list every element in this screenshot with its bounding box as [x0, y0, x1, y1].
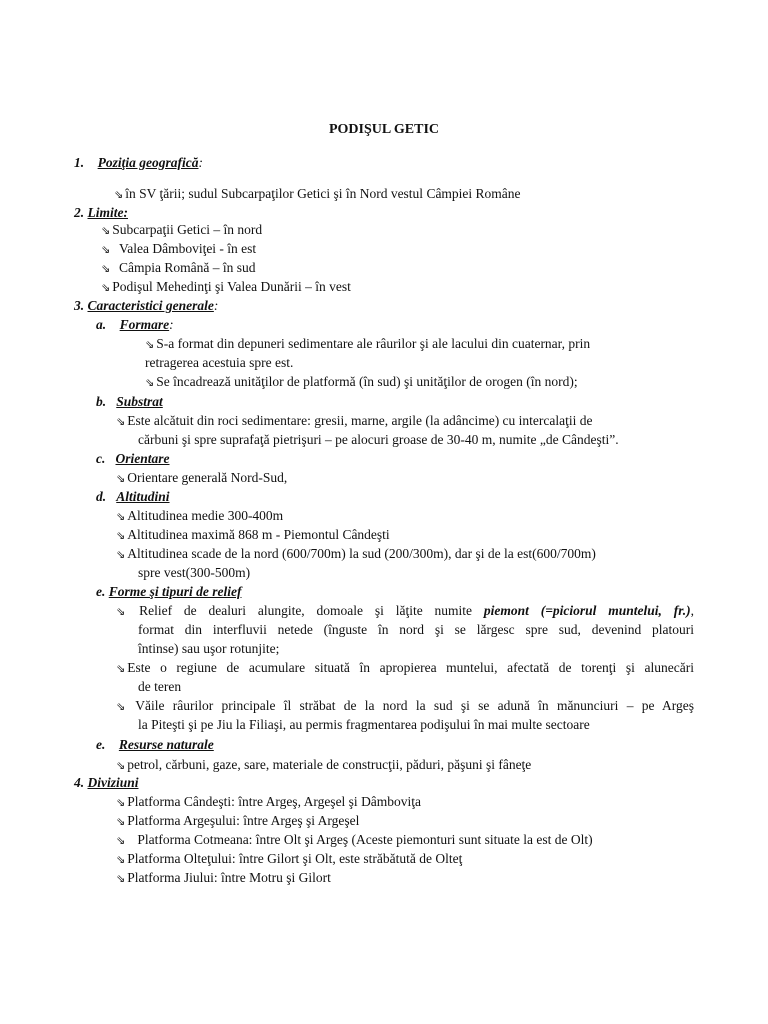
- subsection-c-heading: c. Orientare: [96, 451, 170, 466]
- section-2-heading: 2. Limite:: [74, 205, 128, 220]
- list-item-continuation: format din interfluvii netede (înguste în nord şi se lărgesc spre sud, devenind platouri: [138, 622, 694, 637]
- arrow-bullet-icon: ⇘: [116, 796, 126, 809]
- list-item-continuation: la Piteşti şi pe Jiu la Filiaşi, au permis fragmentarea podişului în mai multe sectoare: [138, 717, 590, 732]
- list-item: ⇘ Platforma Jiului: între Motru şi Gilort: [116, 870, 331, 885]
- arrow-bullet-icon: ⇘: [116, 548, 126, 561]
- arrow-bullet-icon: ⇘: [116, 529, 126, 542]
- list-item: ⇘ Se încadrează unităţilor de platformă (în sud) şi unităţilor de orogen (în nord);: [145, 374, 578, 389]
- list-item: ⇘ în SV ţării; sudul Subcarpaţilor Getici şi în Nord vestul Câmpiei Române: [114, 186, 521, 201]
- list-item: ⇘ Subcarpaţii Getici – în nord: [101, 222, 263, 237]
- subsection-d-heading: d. Altitudini: [96, 489, 170, 504]
- arrow-bullet-icon: ⇘: [116, 510, 126, 523]
- list-item: ⇘ Platforma Olteţului: între Gilort şi Olt, este străbătută de Olteţ: [116, 851, 463, 866]
- arrow-bullet-icon: ⇘: [116, 853, 126, 866]
- list-item: ⇘ Orientare generală Nord-Sud,: [116, 470, 288, 485]
- arrow-bullet-icon: ⇘: [116, 472, 126, 485]
- list-item: ⇘ petrol, cărbuni, gaze, sare, materiale de construcţii, păduri, păşuni şi fâneţe: [116, 757, 532, 772]
- list-item-continuation: retragerea acestuia spre est.: [145, 355, 294, 370]
- arrow-bullet-icon: ⇘: [101, 243, 111, 256]
- section-4-heading: 4. Diviziuni: [74, 775, 139, 790]
- list-item: ⇘ Podişul Mehedinţi şi Valea Dunării – în vest: [101, 279, 351, 294]
- list-item: ⇘ Platforma Cotmeana: între Olt şi Argeş (Aceste piemonturi sunt situate la est de Olt): [116, 832, 593, 847]
- arrow-bullet-icon: ⇘: [101, 262, 111, 275]
- subsection-a-heading: a. Formare:: [96, 317, 174, 332]
- arrow-bullet-icon: ⇘: [116, 872, 126, 885]
- subsection-e-heading: e. Forme şi tipuri de relief: [96, 584, 242, 599]
- arrow-bullet-icon: ⇘: [101, 224, 111, 237]
- arrow-bullet-icon: ⇘: [116, 815, 126, 828]
- subsection-b-heading: b. Substrat: [96, 394, 163, 409]
- list-item: ⇘ S-a format din depuneri sedimentare ale râurilor şi ale lacului din cuaternar, prin: [145, 336, 591, 351]
- arrow-bullet-icon: ⇘: [114, 188, 124, 201]
- arrow-bullet-icon: ⇘: [116, 662, 126, 675]
- list-item: ⇘ Valea Dâmboviţei - în est: [101, 241, 257, 256]
- list-item-continuation: întinse) sau uşor rotunjite;: [138, 641, 280, 656]
- list-item: ⇘ Altitudinea scade de la nord (600/700m) la sud (200/300m), dar şi de la est(600/700m): [116, 546, 596, 561]
- list-item: ⇘ Platforma Argeşului: între Argeş şi Argeşel: [116, 813, 360, 828]
- list-item: ⇘ Platforma Cândeşti: între Argeş, Argeşel şi Dâmboviţa: [116, 794, 422, 809]
- list-item: ⇘ Altitudinea maximă 868 m - Piemontul Cândeşti: [116, 527, 390, 542]
- subsection-e2-heading: e. Resurse naturale: [96, 737, 214, 752]
- list-item: ⇘ Este o regiune de acumulare situată în apropierea muntelui, afectată de torenţi şi alunecări: [116, 660, 694, 675]
- list-item-continuation: spre vest(300-500m): [138, 565, 251, 580]
- arrow-bullet-icon: ⇘: [116, 834, 126, 847]
- list-item: ⇘ Altitudinea medie 300-400m: [116, 508, 284, 523]
- arrow-bullet-icon: ⇘: [145, 338, 155, 351]
- arrow-bullet-icon: ⇘: [145, 376, 155, 389]
- section-3-heading: 3. Caracteristici generale:: [74, 298, 219, 313]
- arrow-bullet-icon: ⇘: [116, 415, 126, 428]
- list-item-continuation: de teren: [138, 679, 182, 694]
- arrow-bullet-icon: ⇘: [116, 759, 126, 772]
- list-item: ⇘ Este alcătuit din roci sedimentare: gresii, marne, argile (la adâncime) cu intercalaţii de: [116, 413, 593, 428]
- list-item: ⇘ Câmpia Română – în sud: [101, 260, 256, 275]
- document-title: PODIŞUL GETIC: [328, 122, 440, 137]
- arrow-bullet-icon: ⇘: [116, 605, 126, 618]
- arrow-bullet-icon: ⇘: [101, 281, 111, 294]
- arrow-bullet-icon: ⇘: [116, 700, 126, 713]
- list-item: ⇘ Relief de dealuri alungite, domoale şi lăţite numite piemont (=piciorul muntelui, fr.),: [116, 603, 695, 618]
- section-1-heading: 1. Poziţia geografică:: [74, 155, 203, 170]
- list-item: ⇘ Văile râurilor principale îl străbat de la nord la sud şi se adună în mănunciuri – pe Argeş: [116, 698, 694, 713]
- list-item-continuation: cărbuni şi spre suprafaţă pietrişuri – pe alocuri groase de 30-40 m, numite „de Cândeşti”.: [138, 432, 619, 447]
